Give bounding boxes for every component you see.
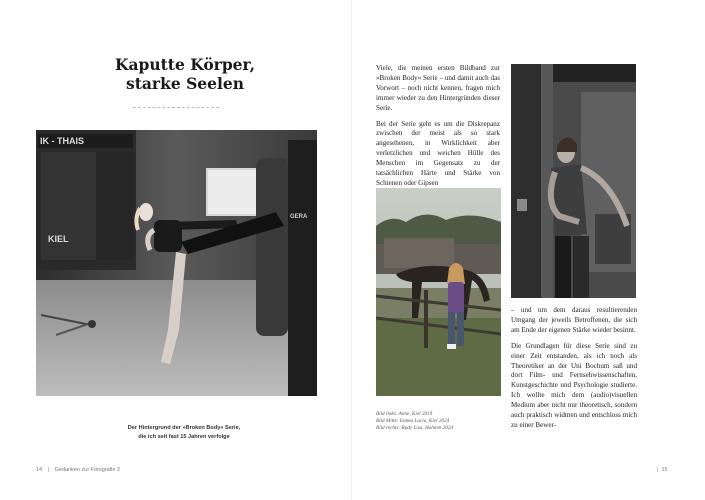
photo-caption xyxy=(84,424,284,442)
caption-line-2: die ich seit fast 15 Jahren verfolge xyxy=(138,434,230,440)
banner-kiel-text: KIEL xyxy=(48,234,69,244)
woman-window-photo xyxy=(511,64,636,298)
paragraph: Viele, die meinen ersten Bildband zur »Broken Body« Serie – und damit auch das Vorwort – noch nicht kennen, fragen mich immer wieder zu den Hintergründen dieser Serie. xyxy=(376,64,500,112)
paragraph: Bei der Serie geht es um die Diskrepanz zwischen der meist als so stark angesehenen, in Wirklichkeit aber verletzlichen und weichen Hülle des Menschen im Gegensatz zu der tatsächlichen Härte und Stärke von Schienen oder Gipsen xyxy=(376,119,500,187)
credit-line: Bild links: Anne, Kiel 2019 xyxy=(376,411,433,417)
text-column-bottom xyxy=(511,306,637,437)
kickboxing-photo xyxy=(36,130,317,396)
banner-sign-text: IK - THAIS xyxy=(40,136,84,146)
article-title xyxy=(60,55,310,93)
credit-line: Bild rechts: Rudy Lisa, Hohnen 2024 xyxy=(376,425,454,432)
paragraph: – und um dem daraus resultierenden Umgang der jeweils Betroffenen, die sich am Ende der eigenen Stärke wieder besinnt. xyxy=(511,306,637,334)
page-number: 15 xyxy=(661,467,668,473)
left-page xyxy=(0,0,352,500)
title-divider xyxy=(133,107,219,108)
running-title: Gedanken zur Fotografie 2 xyxy=(54,467,121,473)
caption-line-1: Der Hintergrund der »Broken Body« Serie, xyxy=(127,425,241,431)
credit-line: Bild Mitte: Emma Lucia, Kiel 2024 xyxy=(376,418,450,425)
photo-credits xyxy=(376,411,506,433)
bag-text: GERA xyxy=(290,214,308,220)
text-column-top xyxy=(376,64,500,195)
page-number: 14 xyxy=(36,467,43,473)
right-footer: | 15 xyxy=(657,467,668,473)
title-line-2: starke Seelen xyxy=(125,74,245,93)
title-line-1: Kaputte Körper, xyxy=(115,55,255,74)
paragraph: Die Grundlagen für diese Serie sind zu einer Zeit entstanden, als ich noch als Theoretiker an der Uni Bochum saß und dort Film- und Fernsehwissenschaften, Kunstgeschichte und Psychologie studierte. Ich wollte mich dem (audio)visuellen Medium aber nicht nur theoretisch, sondern auch praktisch widmen und entschloss mich zu einer Bewer- xyxy=(511,341,637,429)
left-footer: 14 | Gedanken zur Fotografie 2 xyxy=(36,467,121,473)
girl-horse-photo xyxy=(376,188,501,396)
